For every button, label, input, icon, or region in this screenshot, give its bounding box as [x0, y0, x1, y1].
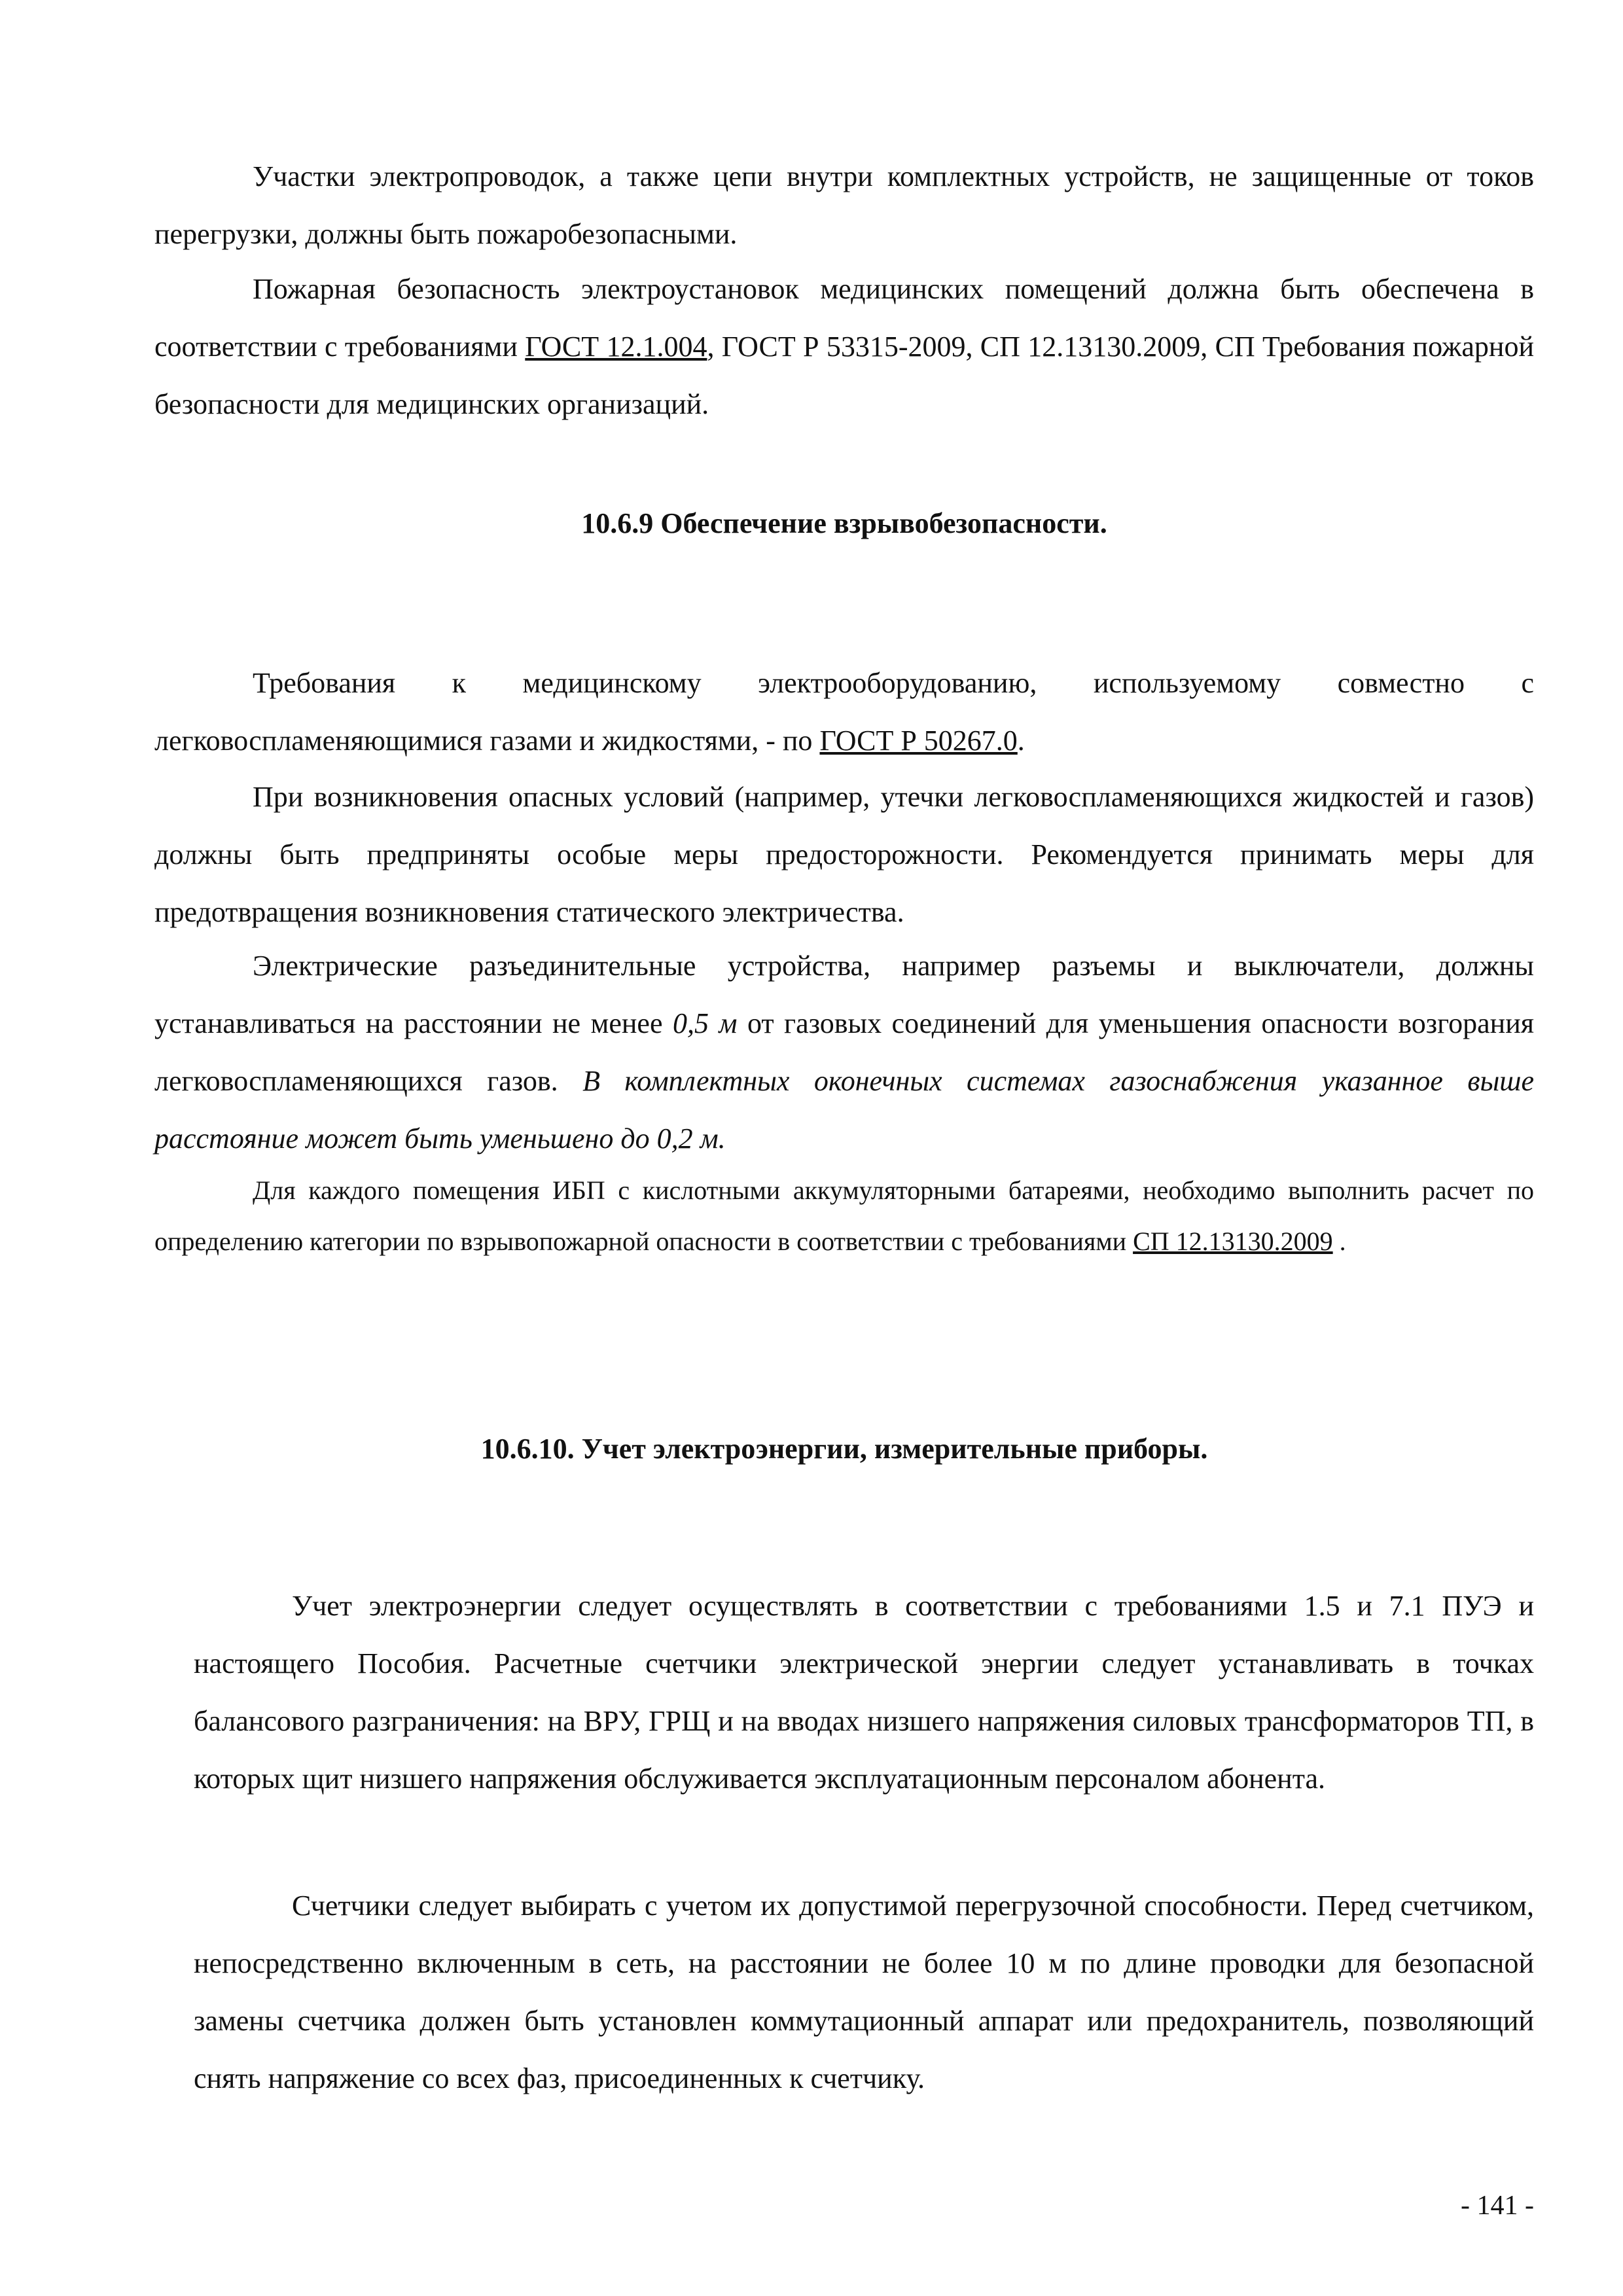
sp-12-13130-2009-link[interactable]: СП 12.13130.2009 — [1133, 1227, 1333, 1256]
section-heading-explosion-safety: 10.6.9 Обеспечение взрывобезопасности. — [581, 507, 1107, 539]
paragraph-text: При возникновения опасных условий (например, утечки легковоспламеняющихся жидкостей и газов) должны быть предприняты особые меры предосторожности. Рекомендуется принимать меры для предотвращения возникновения статического электричества. — [154, 781, 1534, 928]
paragraph-text: Счетчики следует выбирать с учетом их допустимой перегрузочной способности. Перед счетчиком, непосредственно включенным в сеть, на расстоянии не более 10 м по длине проводки для безопасной замены счетчика должен быть установлен коммутационный аппарат или предохранитель, позволяющий снять напряжение со всех фаз, присоединенных к счетчику. — [194, 1890, 1534, 2094]
paragraph-text: Для каждого помещения ИБП с кислотными аккумуляторными батареями, необходимо выполнить расчет по определению категории по взрывопожарной опасности в соответствии с требованиями — [154, 1175, 1534, 1256]
paragraph-text: , ГОСТ Р 53315-2009, СП 12.13130.2009, СП Требования пожарной безопасности для медицинских организаций. — [154, 331, 1534, 420]
paragraph-disconnect-devices — [154, 937, 1534, 1168]
page-number: - 141 - — [1461, 2191, 1534, 2221]
paragraph-meter-selection — [194, 1877, 1534, 2108]
gost-r-50267-0-link[interactable]: ГОСТ Р 50267.0 — [819, 725, 1018, 757]
paragraph-ups-rooms — [154, 1165, 1534, 1267]
gost-12-1-004-link[interactable]: ГОСТ 12.1.004 — [525, 331, 707, 363]
paragraph-metering-requirements — [194, 1577, 1534, 1808]
paragraph-text: Пожарная безопасность электроустановок медицинских помещений должна быть обеспечена в соответствии с требованиями — [154, 273, 1534, 363]
section-heading-metering: 10.6.10. Учет электроэнергии, измерительные приборы. — [480, 1433, 1208, 1465]
paragraph-text: от газовых соединений для уменьшения опасности возгорания легковоспламеняющихся газов. — [154, 1007, 1534, 1097]
paragraph-text: Участки электропроводок, а также цепи внутри комплектных устройств, не защищенные от токов перегрузки, должны быть пожаробезопасными. — [154, 160, 1534, 250]
italic-note: В комплектных оконечных системах газоснабжения указанное выше расстояние может быть уменьшено до 0,2 м. — [154, 1065, 1534, 1155]
paragraph-text: Учет электроэнергии следует осуществлять в соответствии с требованиями 1.5 и 7.1 ПУЭ и настоящего Пособия. Расчетные счетчики электрической энергии следует устанавливать в точках балансового разграничения: на ВРУ, ГРЩ и на вводах низшего напряжения силовых трансформаторов ТП, в которых щит низшего напряжения обслуживается эксплуатационным персоналом абонента. — [194, 1590, 1534, 1795]
paragraph-medical-equipment-requirements — [154, 655, 1534, 770]
paragraph-precautions — [154, 768, 1534, 941]
paragraph-text: Электрические разъединительные устройства, например разъемы и выключатели, должны устанавливаться на расстоянии не менее — [154, 950, 1534, 1039]
paragraph-text: . — [1017, 725, 1025, 757]
paragraph-fire-safe-wiring — [154, 148, 1534, 263]
paragraph-text: Требования к медицинскому электрооборудованию, используемому совместно с легковоспламеняющимися газами и жидкостями, - по — [154, 667, 1534, 757]
paragraph-text: . — [1332, 1227, 1346, 1256]
distance-value: 0,5 м — [672, 1007, 738, 1039]
paragraph-fire-safety-standards — [154, 260, 1534, 433]
